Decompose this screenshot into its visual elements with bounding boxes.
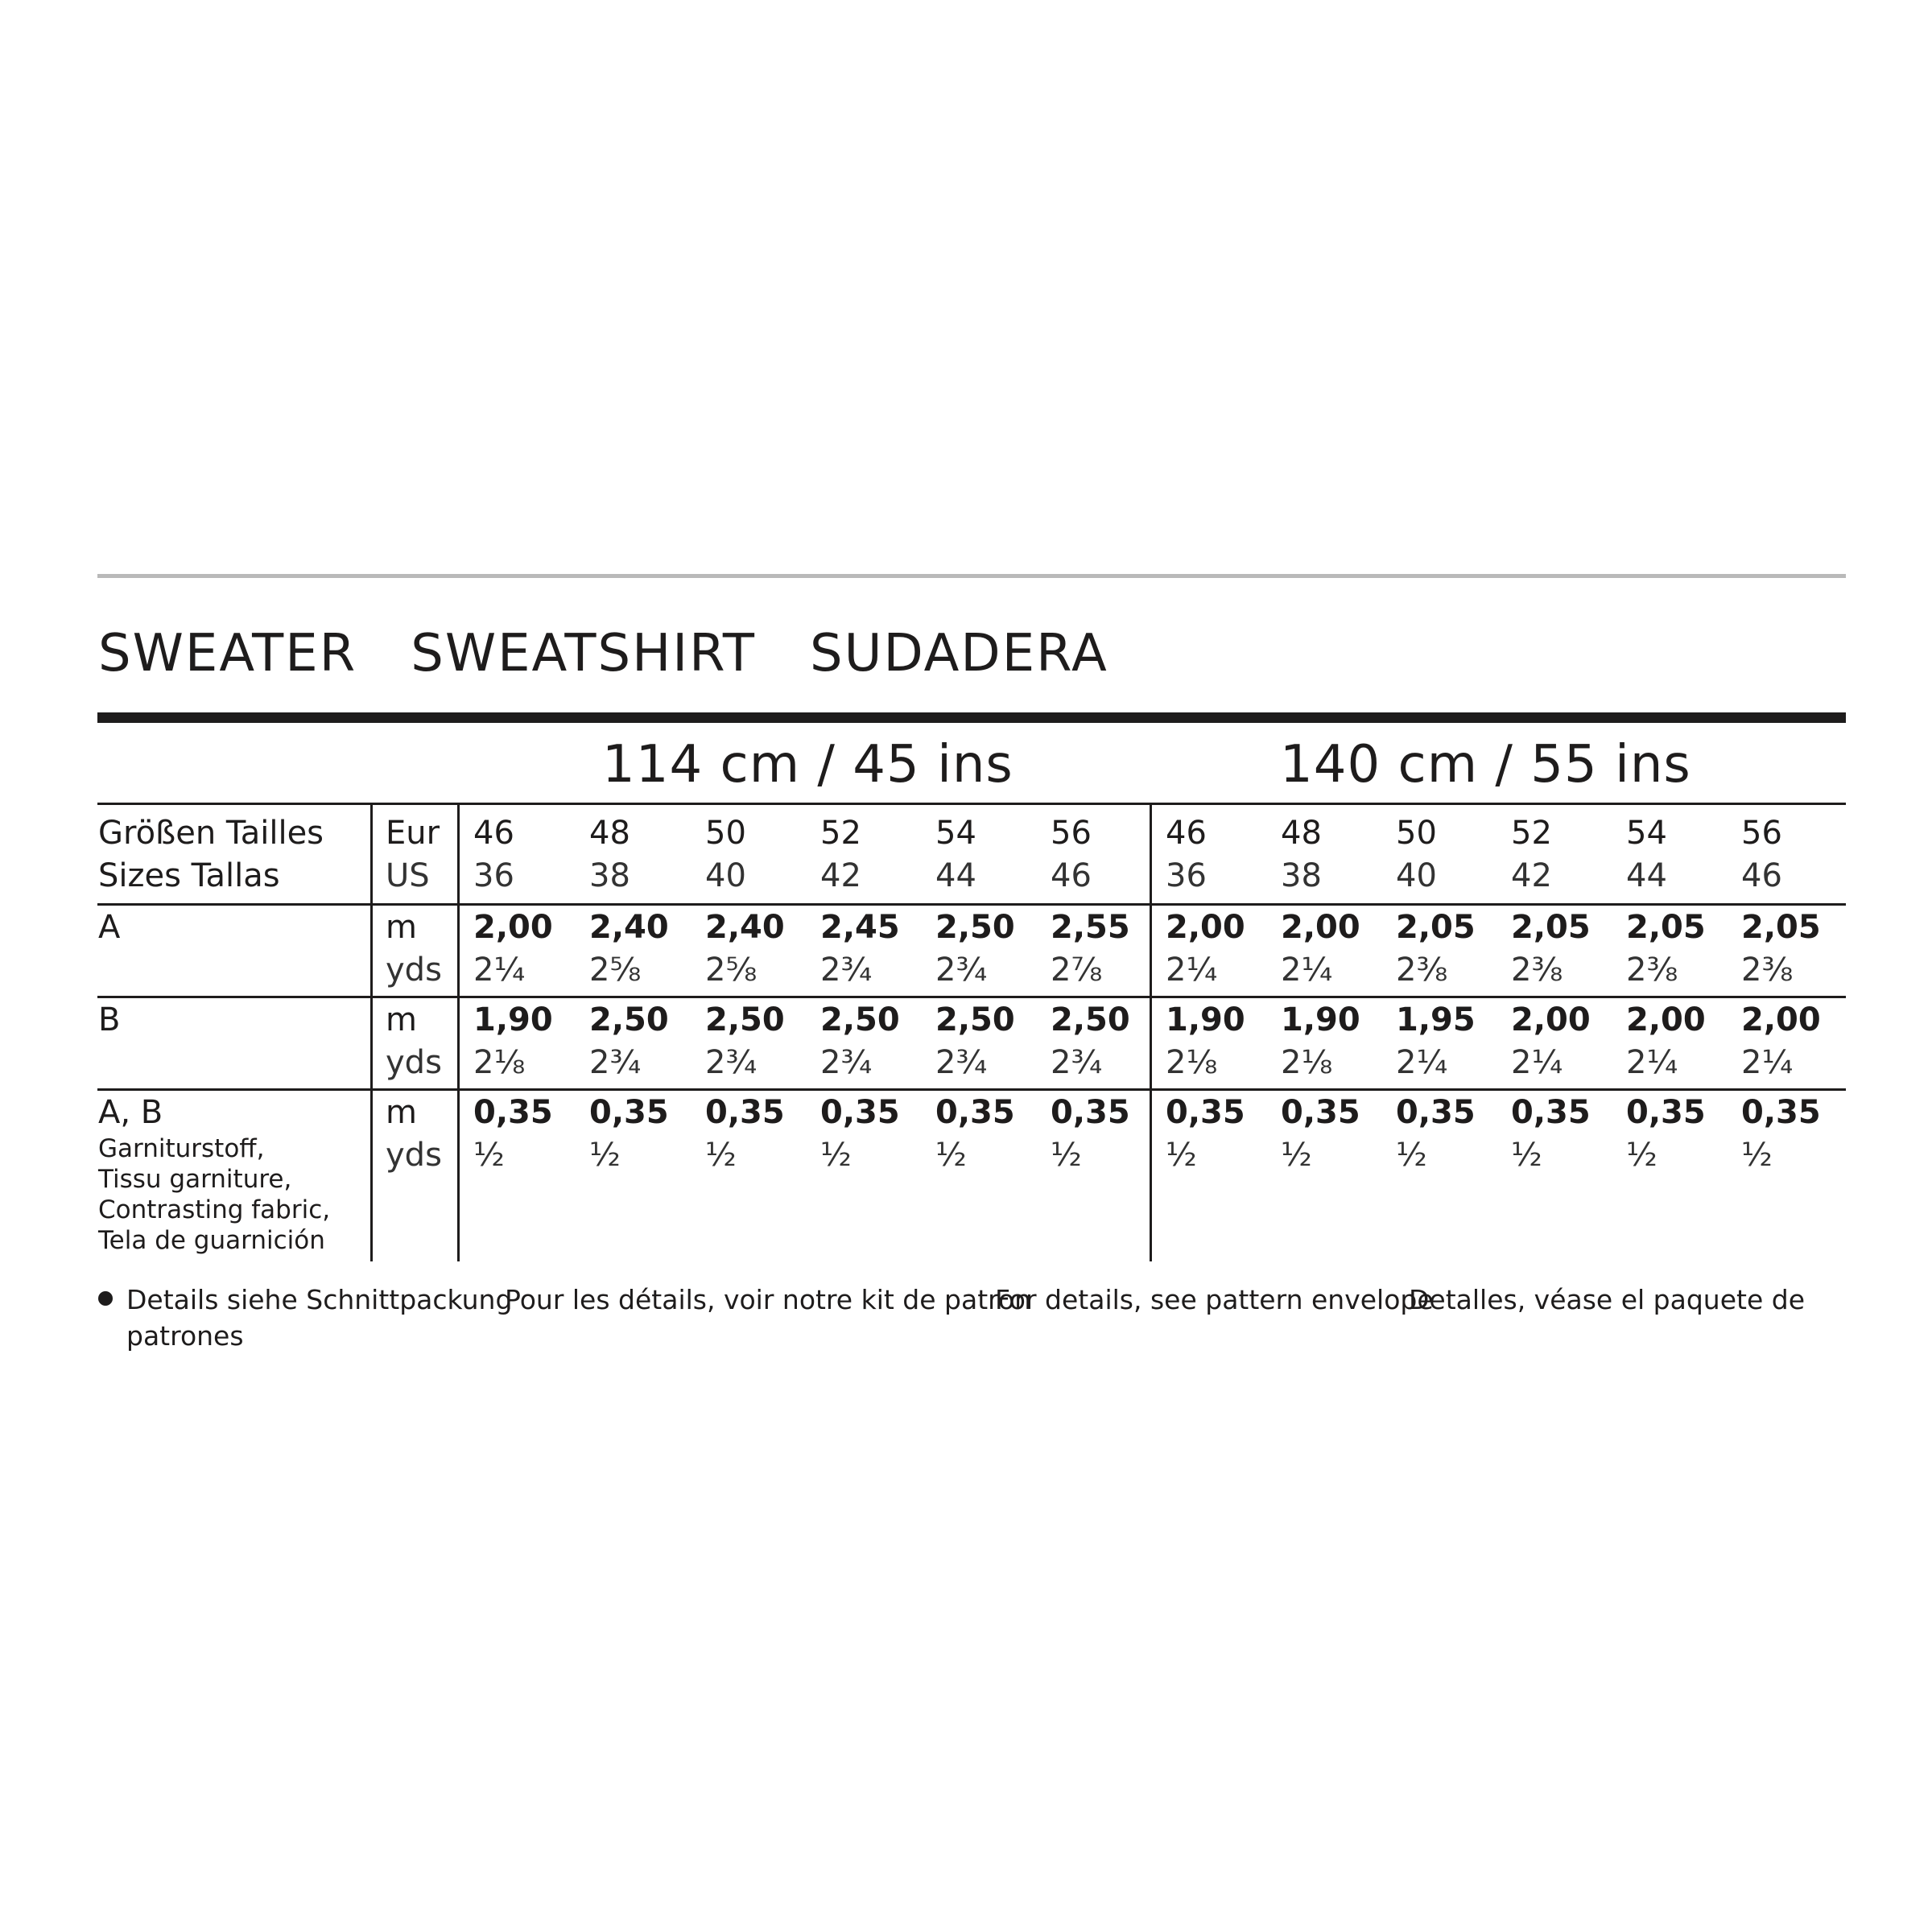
size-eur-cell: 52 bbox=[1511, 815, 1552, 852]
size-eur-cell: 50 bbox=[705, 815, 746, 852]
row-rule-b bbox=[97, 996, 1846, 998]
yardage-m-cell: 2,00 bbox=[1626, 1001, 1706, 1038]
yardage-yds-cell: 2¾ bbox=[589, 1044, 642, 1081]
fabric-width-140: 140 cm / 55 ins bbox=[1280, 735, 1691, 795]
fabric-note: Tela de guarnición bbox=[98, 1226, 325, 1255]
size-eur-cell: 56 bbox=[1051, 815, 1092, 852]
size-us-cell: 46 bbox=[1741, 857, 1782, 894]
yardage-m-cell: 2,40 bbox=[589, 909, 669, 946]
yardage-m-cell: 2,05 bbox=[1626, 909, 1706, 946]
yardage-yds-cell: 2¼ bbox=[1741, 1044, 1794, 1081]
yardage-m-cell: 2,00 bbox=[473, 909, 553, 946]
yardage-yds-cell: 2¼ bbox=[1281, 952, 1333, 989]
fabric-note: Garniturstoff, bbox=[98, 1134, 265, 1163]
yardage-m-cell: 0,35 bbox=[705, 1094, 785, 1131]
yardage-yds-cell: 2¾ bbox=[820, 1044, 873, 1081]
yardage-m-cell: 2,00 bbox=[1511, 1001, 1591, 1038]
yardage-m-cell: 0,35 bbox=[820, 1094, 900, 1131]
size-eur-cell: 48 bbox=[589, 815, 630, 852]
yardage-m-cell: 2,05 bbox=[1741, 909, 1821, 946]
yardage-yds-cell: 2⅞ bbox=[1051, 952, 1103, 989]
yardage-m-cell: 0,35 bbox=[473, 1094, 553, 1131]
yardage-m-cell: 0,35 bbox=[1051, 1094, 1130, 1131]
unit-m-label: m bbox=[386, 1094, 417, 1131]
yardage-yds-cell: 2¼ bbox=[473, 952, 526, 989]
yardage-m-cell: 2,00 bbox=[1741, 1001, 1821, 1038]
title-underline bbox=[97, 712, 1846, 723]
size-us-cell: 40 bbox=[705, 857, 746, 894]
size-eur-cell: 50 bbox=[1396, 815, 1437, 852]
unit-m-label: m bbox=[386, 909, 417, 946]
yardage-m-cell: 1,95 bbox=[1396, 1001, 1476, 1038]
yardage-yds-cell: ½ bbox=[935, 1137, 967, 1174]
size-eur-cell: 52 bbox=[820, 815, 861, 852]
yardage-yds-cell: 2¾ bbox=[705, 1044, 758, 1081]
size-eur-cell: 54 bbox=[935, 815, 976, 852]
yardage-m-cell: 0,35 bbox=[1166, 1094, 1245, 1131]
yardage-yds-cell: 2¾ bbox=[935, 1044, 988, 1081]
yardage-yds-cell: 2⅝ bbox=[589, 952, 642, 989]
yardage-m-cell: 0,35 bbox=[1741, 1094, 1821, 1131]
yardage-yds-cell: ½ bbox=[705, 1137, 737, 1174]
yardage-yds-cell: 2⅜ bbox=[1626, 952, 1678, 989]
yardage-m-cell: 2,05 bbox=[1396, 909, 1476, 946]
header-rule bbox=[97, 803, 1846, 805]
yardage-yds-cell: 2¼ bbox=[1511, 1044, 1563, 1081]
view-label: B bbox=[98, 1001, 121, 1038]
width-group-divider bbox=[1150, 803, 1152, 1261]
yardage-m-cell: 2,50 bbox=[1051, 1001, 1130, 1038]
yardage-m-cell: 2,50 bbox=[820, 1001, 900, 1038]
yardage-m-cell: 2,50 bbox=[589, 1001, 669, 1038]
yardage-yds-cell: ½ bbox=[820, 1137, 852, 1174]
yardage-m-cell: 2,50 bbox=[705, 1001, 785, 1038]
size-us-cell: 42 bbox=[1511, 857, 1552, 894]
size-us-cell: 44 bbox=[1626, 857, 1667, 894]
yardage-m-cell: 2,55 bbox=[1051, 909, 1130, 946]
size-us-cell: 46 bbox=[1051, 857, 1092, 894]
size-us-cell: 36 bbox=[473, 857, 514, 894]
yardage-m-cell: 2,50 bbox=[935, 909, 1015, 946]
yardage-yds-cell: ½ bbox=[1051, 1137, 1082, 1174]
yardage-yds-cell: 2¼ bbox=[1166, 952, 1218, 989]
yardage-yds-cell: 2¼ bbox=[1626, 1044, 1678, 1081]
footnote-es-cont: patrones bbox=[126, 1320, 244, 1352]
size-system-eur: Eur bbox=[386, 815, 440, 852]
yardage-m-cell: 0,35 bbox=[589, 1094, 669, 1131]
footnote-fr: Pour les détails, voir notre kit de patron bbox=[505, 1284, 1032, 1315]
yardage-yds-cell: ½ bbox=[1396, 1137, 1427, 1174]
size-eur-cell: 46 bbox=[473, 815, 514, 852]
unit-m-label: m bbox=[386, 1001, 417, 1038]
size-label-line2: Sizes Tallas bbox=[98, 857, 280, 894]
yardage-yds-cell: 2⅜ bbox=[1741, 952, 1794, 989]
view-label: A, B bbox=[98, 1094, 163, 1131]
yardage-yds-cell: ½ bbox=[1626, 1137, 1657, 1174]
yardage-m-cell: 2,00 bbox=[1281, 909, 1360, 946]
bullet-icon bbox=[98, 1291, 113, 1306]
row-rule-a bbox=[97, 903, 1846, 906]
size-eur-cell: 56 bbox=[1741, 815, 1782, 852]
yardage-m-cell: 1,90 bbox=[1166, 1001, 1245, 1038]
row-rule-ab bbox=[97, 1088, 1846, 1091]
yardage-yds-cell: 2¾ bbox=[1051, 1044, 1103, 1081]
unit-yds-label: yds bbox=[386, 1044, 442, 1081]
label-column-divider bbox=[370, 803, 373, 1261]
yardage-yds-cell: 2⅛ bbox=[1281, 1044, 1333, 1081]
yardage-yds-cell: 2¾ bbox=[935, 952, 988, 989]
footnote-en: For details, see pattern envelope bbox=[995, 1284, 1434, 1315]
yardage-yds-cell: ½ bbox=[1741, 1137, 1773, 1174]
size-us-cell: 38 bbox=[1281, 857, 1322, 894]
yardage-yds-cell: 2⅜ bbox=[1511, 952, 1563, 989]
unit-yds-label: yds bbox=[386, 1137, 442, 1174]
size-us-cell: 38 bbox=[589, 857, 630, 894]
yardage-yds-cell: ½ bbox=[1166, 1137, 1197, 1174]
fabric-note: Tissu garniture, bbox=[98, 1165, 292, 1194]
yardage-yds-cell: ½ bbox=[589, 1137, 621, 1174]
yardage-m-cell: 0,35 bbox=[1511, 1094, 1591, 1131]
unit-column-divider bbox=[457, 803, 460, 1261]
yardage-yds-cell: ½ bbox=[1281, 1137, 1312, 1174]
yardage-m-cell: 2,40 bbox=[705, 909, 785, 946]
top-divider bbox=[97, 574, 1846, 578]
size-us-cell: 36 bbox=[1166, 857, 1207, 894]
page-title: SWEATER SWEATSHIRT SUDADERA bbox=[98, 624, 1108, 683]
size-eur-cell: 48 bbox=[1281, 815, 1322, 852]
yardage-m-cell: 0,35 bbox=[1396, 1094, 1476, 1131]
yardage-m-cell: 1,90 bbox=[1281, 1001, 1360, 1038]
footnote-es: Detalles, véase el paquete de bbox=[1409, 1284, 1806, 1315]
unit-yds-label: yds bbox=[386, 952, 442, 989]
size-system-us: US bbox=[386, 857, 430, 894]
yardage-m-cell: 2,45 bbox=[820, 909, 900, 946]
footnote-de: Details siehe Schnittpackung bbox=[126, 1284, 513, 1315]
yardage-yds-cell: 2¾ bbox=[820, 952, 873, 989]
size-us-cell: 44 bbox=[935, 857, 976, 894]
yardage-yds-cell: 2¼ bbox=[1396, 1044, 1448, 1081]
yardage-m-cell: 2,00 bbox=[1166, 909, 1245, 946]
yardage-m-cell: 2,05 bbox=[1511, 909, 1591, 946]
size-us-cell: 40 bbox=[1396, 857, 1437, 894]
yardage-m-cell: 0,35 bbox=[935, 1094, 1015, 1131]
yardage-m-cell: 0,35 bbox=[1281, 1094, 1360, 1131]
yardage-yds-cell: ½ bbox=[473, 1137, 505, 1174]
size-us-cell: 42 bbox=[820, 857, 861, 894]
yardage-yds-cell: 2⅛ bbox=[1166, 1044, 1218, 1081]
fabric-width-114: 114 cm / 45 ins bbox=[602, 735, 1013, 795]
yardage-m-cell: 0,35 bbox=[1626, 1094, 1706, 1131]
size-label-line1: Größen Tailles bbox=[98, 815, 324, 852]
yardage-yds-cell: 2⅜ bbox=[1396, 952, 1448, 989]
fabric-note: Contrasting fabric, bbox=[98, 1195, 331, 1224]
size-eur-cell: 54 bbox=[1626, 815, 1667, 852]
yardage-m-cell: 1,90 bbox=[473, 1001, 553, 1038]
yardage-yds-cell: 2⅛ bbox=[473, 1044, 526, 1081]
yardage-m-cell: 2,50 bbox=[935, 1001, 1015, 1038]
yardage-yds-cell: ½ bbox=[1511, 1137, 1542, 1174]
size-eur-cell: 46 bbox=[1166, 815, 1207, 852]
view-label: A bbox=[98, 909, 121, 946]
yardage-yds-cell: 2⅝ bbox=[705, 952, 758, 989]
